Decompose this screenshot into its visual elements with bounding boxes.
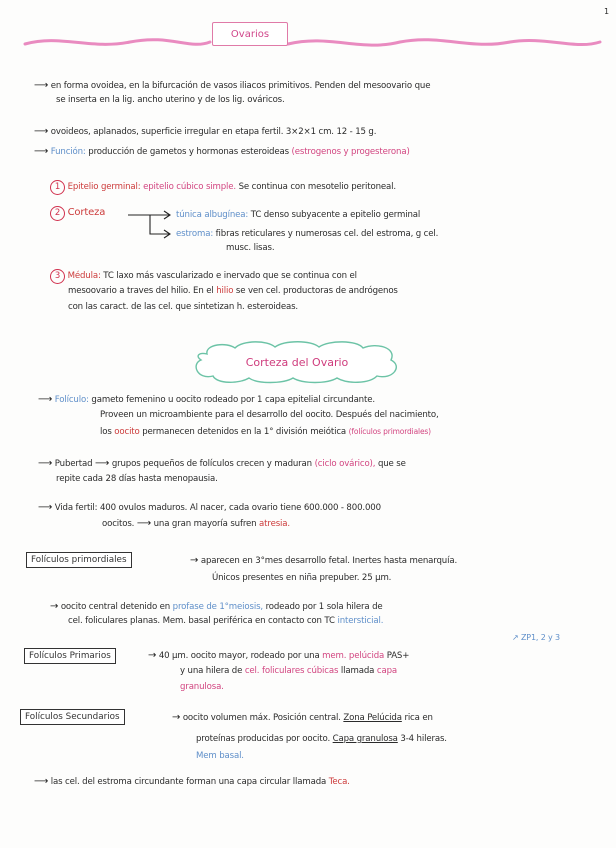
secundarios-line-1: → oocito volumen máx. Posición central. Zona Pelúcida rica en (172, 712, 433, 723)
primordiales-line-3: → oocito central detenido en profase de 1°meiosis, rodeado por 1 sola hilera de (50, 601, 383, 612)
intro-line-2: se inserta en la lig. ancho uterino y de los lig. ováricos. (56, 95, 285, 105)
corteza-tunica: túnica albugínea: TC denso subyacente a epitelio germinal (176, 210, 421, 220)
primordiales-line-1: → aparecen en 3°mes desarrollo fetal. Inertes hasta menarquía. (190, 555, 458, 566)
intro-line-1: ⟶ en forma ovoidea, en la bifurcación de vasos iliacos primitivos. Penden del mesoovario que (34, 80, 431, 91)
primarios-line-2: y una hilera de cel. foliculares cúbicas llamada capa (180, 666, 397, 676)
label-foliculos-primordiales: Folículos primordiales (26, 552, 132, 568)
pubertad-line-2: repite cada 28 días hasta menopausia. (56, 474, 218, 484)
arrow-up-right-icon: ↗ (512, 633, 519, 642)
arrow-right-icon: ⟶ (38, 502, 53, 513)
arrow-right-icon: ⟶ (136, 518, 152, 529)
section-title-corteza: Corteza del Ovario (245, 355, 349, 369)
arrow-right-icon: ⟶ (38, 458, 53, 469)
foliculo-def-2: Proveen un microambiente para el desarrollo del oocito. Después del nacimiento, (100, 410, 439, 420)
item-corteza: 2 Corteza (50, 206, 105, 221)
corteza-estroma: estroma: fibras reticulares y numerosas cel. del estroma, g cel. (176, 229, 439, 239)
intro-function: ⟶ Función: producción de gametos y hormonas esteroideas (estrogenos y progesterona) (34, 146, 410, 157)
teca-line: ⟶ las cel. del estroma circundante forman una capa circular llamada Teca. (34, 776, 350, 787)
foliculo-def-3: los oocito permanecen detenidos en la 1° división meiótica (folículos primordiales) (100, 427, 431, 437)
arrow-right-icon: ⟶ (38, 394, 53, 405)
arrow-right-icon: ⟶ (95, 458, 110, 469)
label-foliculos-secundarios: Folículos Secundarios (20, 709, 125, 725)
arrow-right-icon: → (172, 712, 181, 723)
vida-fertil-2: oocitos. ⟶ una gran mayoría sufren atresia. (102, 518, 290, 529)
primarios-line-1: → 40 µm. oocito mayor, rodeado por una mem. pelúcida PAS+ (148, 650, 410, 661)
page-number: 1 (604, 7, 609, 16)
pubertad-line: ⟶ Pubertad ⟶ grupos pequeños de folículos crecen y maduran (ciclo ovárico), que se (38, 458, 406, 469)
arrow-right-icon: ⟶ (34, 146, 49, 157)
label-foliculos-primarios: Folículos Primarios (24, 648, 116, 664)
primordiales-line-2: Únicos presentes en niña prepuber. 25 µm. (212, 573, 392, 583)
arrow-right-icon: → (148, 650, 157, 661)
page-title: Ovarios (212, 22, 288, 46)
vida-fertil: ⟶ Vida fertil: 400 ovulos maduros. Al nacer, cada ovario tiene 600.000 - 800.000 (38, 502, 381, 513)
medula-line-2: mesoovario a traves del hilio. En el hilio se ven cel. productoras de andrógenos (68, 286, 398, 296)
corteza-estroma-2: musc. lisas. (226, 243, 275, 253)
arrow-right-icon: ⟶ (34, 126, 49, 137)
arrow-right-icon: → (190, 555, 199, 566)
secundarios-line-2: proteínas producidas por oocito. Capa granulosa 3-4 hileras. (196, 734, 447, 744)
arrow-right-icon: → (50, 601, 59, 612)
zp-annotation: ↗ ZP1, 2 y 3 (512, 633, 560, 642)
item-epitelio-germinal: 1 Epitelio germinal: epitelio cúbico simple. Se continua con mesotelio peritoneal. (50, 180, 396, 195)
arrow-right-icon: ⟶ (34, 80, 49, 91)
branch-arrow-icon (126, 208, 176, 240)
header-wave-divider (0, 30, 616, 56)
medula-line-3: con las caract. de las cel. que sintetizan h. esteroideas. (68, 302, 299, 312)
arrow-right-icon: ⟶ (34, 776, 49, 787)
foliculo-def: ⟶ Folículo: gameto femenino u oocito rodeado por 1 capa epitelial circundante. (38, 394, 375, 405)
primarios-line-3: granulosa. (180, 682, 224, 692)
primordiales-line-4: cel. foliculares planas. Mem. basal periférica en contacto con TC intersticial. (68, 616, 384, 626)
item-medula: 3 Médula: TC laxo más vascularizado e inervado que se continua con el (50, 269, 357, 284)
intro-line-3: ⟶ ovoideos, aplanados, superficie irregular en etapa fertil. 3×2×1 cm. 12 - 15 g. (34, 126, 377, 137)
secundarios-line-3: Mem basal. (196, 751, 244, 761)
